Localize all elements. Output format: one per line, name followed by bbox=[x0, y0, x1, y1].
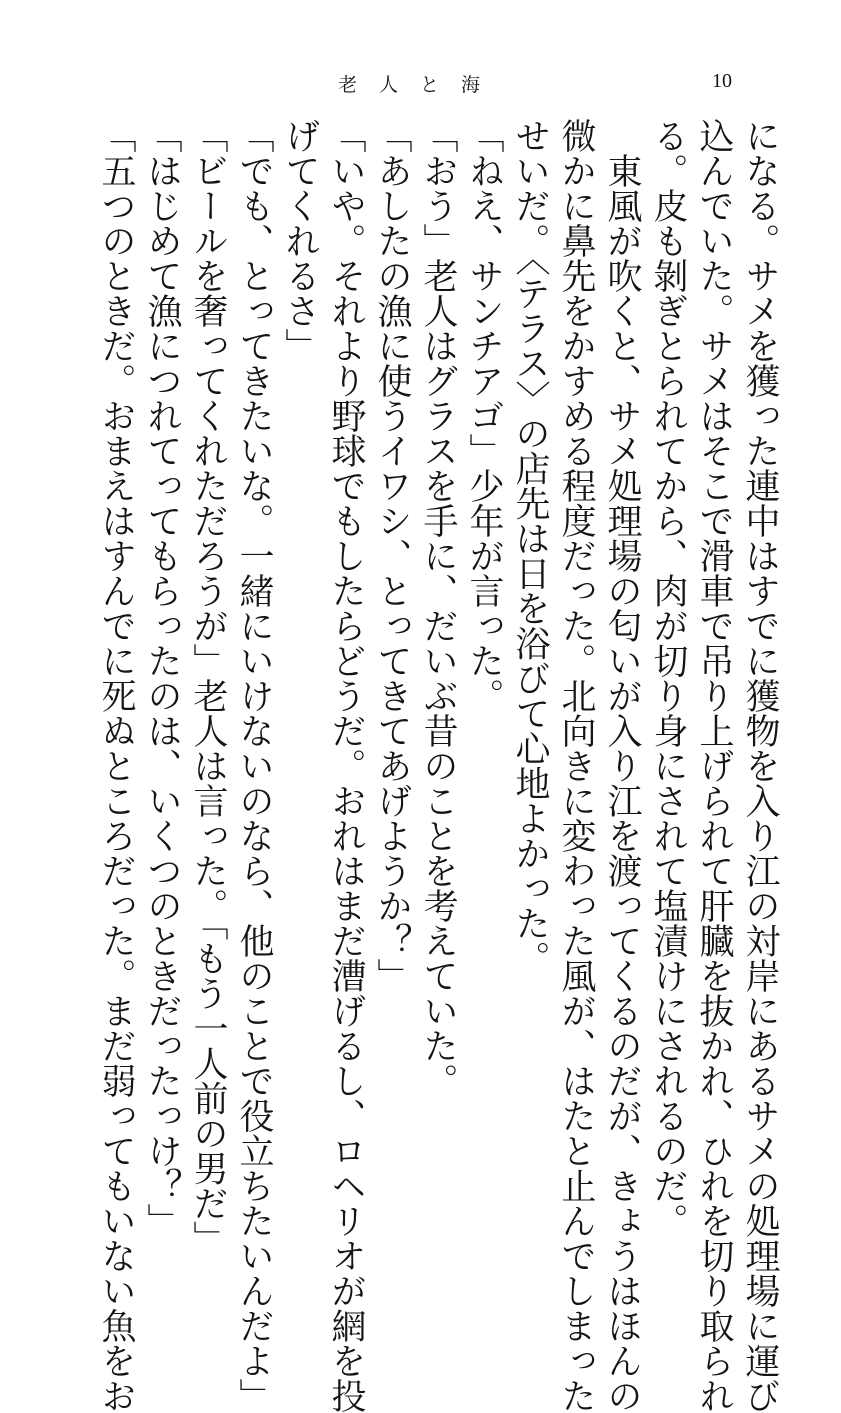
text-column: げてくれるさ」 bbox=[280, 118, 320, 363]
text-column: 「いや。それより野球でもしたらどうだ。おれはまだ漕げるし、ロヘリオが網を投 bbox=[326, 118, 366, 1413]
text-column: 「でも、とってきたいな。一緒にいけないのなら、他のことで役立ちたいんだよ」 bbox=[234, 118, 274, 1413]
vertical-body-text bbox=[93, 118, 783, 1413]
text-column: 「はじめて漁につれてってもらったのは、いくつのときだったっけ？」 bbox=[142, 118, 182, 1238]
text-column: 「あしたの漁に使うイワシ、とってきてあげようか？」 bbox=[372, 118, 412, 993]
text-column: 「五つのときだ。おまえはすんでに死ぬところだった。まだ弱ってもいない魚をお bbox=[96, 118, 136, 1413]
text-column: 微かに鼻先をかすめる程度だった。北向きに変わった風が、はたと止んでしまった bbox=[556, 118, 596, 1413]
page-number: 10 bbox=[712, 70, 732, 92]
text-column: る。皮も剝ぎとられてから、肉が切り身にされて塩漬けにされるのだ。 bbox=[648, 118, 688, 1238]
text-column: 東風が吹くと、サメ処理場の匂いが入り江を渡ってくるのだが、きょうはほんの bbox=[602, 153, 642, 1413]
running-header-title: 老人と海 bbox=[338, 74, 503, 96]
text-column: 込んでいた。サメはそこで滑車で吊り上げられて肝臓を抜かれ、ひれを切り取られ bbox=[694, 118, 734, 1413]
text-column: 「おう」老人はグラスを手に、だいぶ昔のことを考えていた。 bbox=[418, 118, 458, 1098]
text-column: せいだ。〈テラス〉の店先は日を浴びて心地よかった。 bbox=[510, 118, 550, 976]
text-column: になる。サメを獲った連中はすでに獲物を入り江の対岸にあるサメの処理場に運び bbox=[740, 118, 780, 1413]
text-column: 「ねえ、サンチアゴ」少年が言った。 bbox=[464, 118, 504, 713]
text-column: 「ビールを奢ってくれただろうが」老人は言った。「もう一人前の男だ」 bbox=[188, 118, 228, 1256]
